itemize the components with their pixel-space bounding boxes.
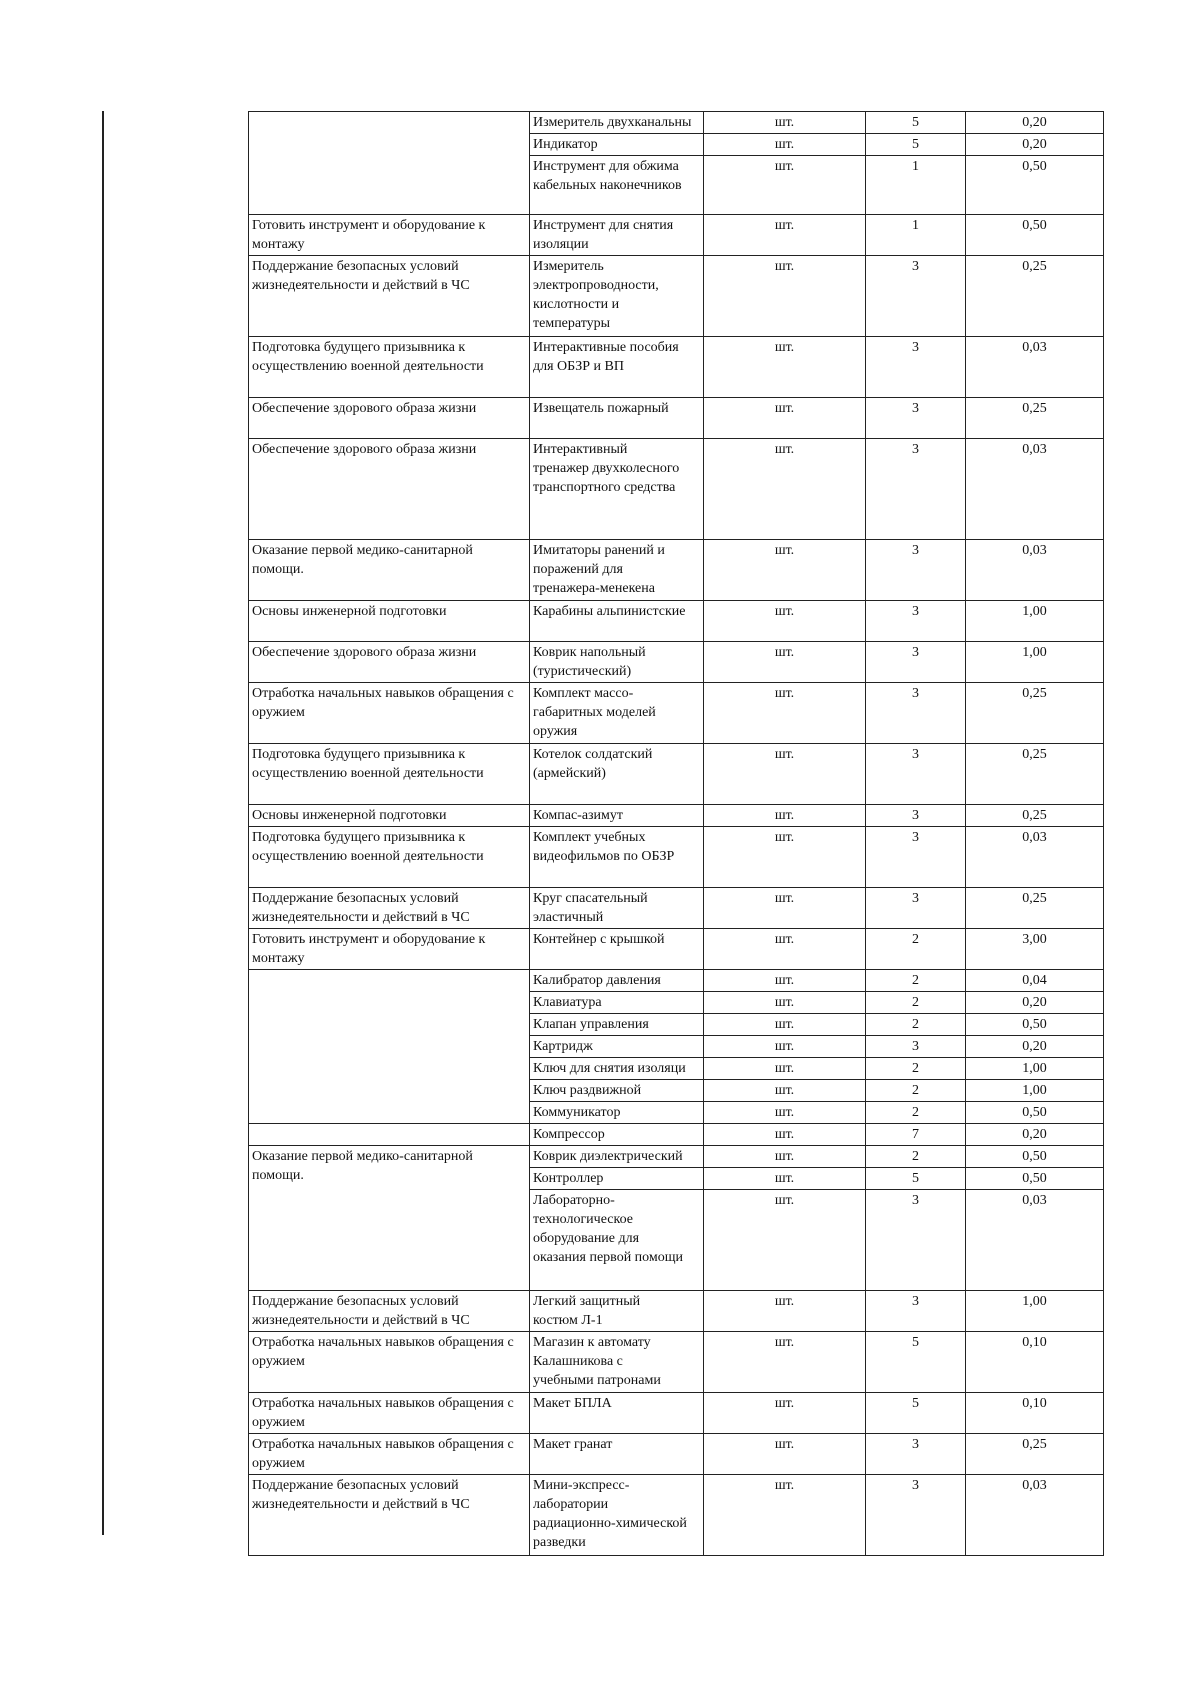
coefficient-cell: 0,03 bbox=[966, 1190, 1104, 1291]
table-row bbox=[249, 215, 1104, 256]
coefficient-cell: 0,04 bbox=[966, 970, 1104, 992]
unit-cell: шт. bbox=[704, 1102, 866, 1124]
activity-cell: Оказание первой медико-санитарной помощи. bbox=[249, 1146, 530, 1291]
unit-cell: шт. bbox=[704, 1014, 866, 1036]
quantity-cell: 5 bbox=[866, 112, 966, 134]
coefficient-cell: 1,00 bbox=[966, 642, 1104, 683]
equipment-name-cell: Комплект массо- габаритных моделей оружия bbox=[530, 683, 704, 744]
activity-cell: Готовить инструмент и оборудование к монтажу bbox=[249, 929, 530, 970]
coefficient-cell: 0,50 bbox=[966, 215, 1104, 256]
quantity-cell: 5 bbox=[866, 1168, 966, 1190]
table-row bbox=[249, 1475, 1104, 1556]
coefficient-cell: 1,00 bbox=[966, 601, 1104, 642]
table-row bbox=[249, 929, 1104, 970]
activity-cell: Обеспечение здорового образа жизни bbox=[249, 398, 530, 439]
activity-cell: Поддержание безопасных условий жизнедеятельности и действий в ЧС bbox=[249, 1475, 530, 1556]
coefficient-cell: 0,25 bbox=[966, 805, 1104, 827]
equipment-name-cell: Лабораторно- технологическое оборудование для оказания первой помощи bbox=[530, 1190, 704, 1291]
quantity-cell: 3 bbox=[866, 827, 966, 888]
activity-cell: Отработка начальных навыков обращения с оружием bbox=[249, 1393, 530, 1434]
equipment-name-cell: Клавиатура bbox=[530, 992, 704, 1014]
activity-cell: Поддержание безопасных условий жизнедеятельности и действий в ЧС bbox=[249, 256, 530, 337]
equipment-name-cell: Картридж bbox=[530, 1036, 704, 1058]
quantity-cell: 2 bbox=[866, 1102, 966, 1124]
unit-cell: шт. bbox=[704, 683, 866, 744]
equipment-name-cell: Мини-экспресс- лаборатории радиационно-химической разведки bbox=[530, 1475, 704, 1556]
coefficient-cell: 1,00 bbox=[966, 1080, 1104, 1102]
unit-cell: шт. bbox=[704, 1058, 866, 1080]
unit-cell: шт. bbox=[704, 1168, 866, 1190]
equipment-name-cell: Интерактивный тренажер двухколесного транспортного средства bbox=[530, 439, 704, 540]
coefficient-cell: 0,20 bbox=[966, 1036, 1104, 1058]
coefficient-cell: 0,10 bbox=[966, 1393, 1104, 1434]
equipment-name-cell: Интерактивные пособия для ОБЗР и ВП bbox=[530, 337, 704, 398]
activity-cell: Поддержание безопасных условий жизнедеятельности и действий в ЧС bbox=[249, 888, 530, 929]
unit-cell: шт. bbox=[704, 992, 866, 1014]
table-row bbox=[249, 1146, 1104, 1168]
unit-cell: шт. bbox=[704, 970, 866, 992]
coefficient-cell: 0,03 bbox=[966, 540, 1104, 601]
quantity-cell: 3 bbox=[866, 1434, 966, 1475]
unit-cell: шт. bbox=[704, 134, 866, 156]
unit-cell: шт. bbox=[704, 156, 866, 215]
quantity-cell: 3 bbox=[866, 642, 966, 683]
unit-cell: шт. bbox=[704, 439, 866, 540]
quantity-cell: 3 bbox=[866, 744, 966, 805]
equipment-name-cell: Котелок солдатский (армейский) bbox=[530, 744, 704, 805]
coefficient-cell: 0,50 bbox=[966, 1146, 1104, 1168]
table-row bbox=[249, 970, 1104, 992]
quantity-cell: 7 bbox=[866, 1124, 966, 1146]
activity-cell bbox=[249, 112, 530, 215]
table-row bbox=[249, 1434, 1104, 1475]
coefficient-cell: 0,20 bbox=[966, 134, 1104, 156]
table-row bbox=[249, 112, 1104, 134]
quantity-cell: 2 bbox=[866, 1080, 966, 1102]
equipment-name-cell: Контроллер bbox=[530, 1168, 704, 1190]
quantity-cell: 3 bbox=[866, 256, 966, 337]
unit-cell: шт. bbox=[704, 1080, 866, 1102]
table-row bbox=[249, 805, 1104, 827]
coefficient-cell: 0,25 bbox=[966, 683, 1104, 744]
coefficient-cell: 0,20 bbox=[966, 112, 1104, 134]
quantity-cell: 2 bbox=[866, 1058, 966, 1080]
quantity-cell: 2 bbox=[866, 929, 966, 970]
quantity-cell: 1 bbox=[866, 215, 966, 256]
equipment-name-cell: Инструмент для снятия изоляции bbox=[530, 215, 704, 256]
equipment-name-cell: Коммуникатор bbox=[530, 1102, 704, 1124]
coefficient-cell: 0,20 bbox=[966, 992, 1104, 1014]
unit-cell: шт. bbox=[704, 540, 866, 601]
table-row bbox=[249, 601, 1104, 642]
table-row bbox=[249, 256, 1104, 337]
activity-cell: Оказание первой медико-санитарной помощи. bbox=[249, 540, 530, 601]
coefficient-cell: 0,50 bbox=[966, 156, 1104, 215]
unit-cell: шт. bbox=[704, 337, 866, 398]
page-margin-rule bbox=[102, 111, 104, 1535]
table-row bbox=[249, 398, 1104, 439]
unit-cell: шт. bbox=[704, 888, 866, 929]
table-row bbox=[249, 439, 1104, 540]
equipment-name-cell: Карабины альпинистские bbox=[530, 601, 704, 642]
unit-cell: шт. bbox=[704, 1124, 866, 1146]
quantity-cell: 3 bbox=[866, 888, 966, 929]
unit-cell: шт. bbox=[704, 1475, 866, 1556]
coefficient-cell: 0,03 bbox=[966, 337, 1104, 398]
quantity-cell: 5 bbox=[866, 134, 966, 156]
activity-cell: Подготовка будущего призывника к осуществлению военной деятельности bbox=[249, 827, 530, 888]
unit-cell: шт. bbox=[704, 827, 866, 888]
activity-cell: Обеспечение здорового образа жизни bbox=[249, 439, 530, 540]
equipment-name-cell: Коврик напольный (туристический) bbox=[530, 642, 704, 683]
unit-cell: шт. bbox=[704, 1291, 866, 1332]
unit-cell: шт. bbox=[704, 112, 866, 134]
quantity-cell: 3 bbox=[866, 601, 966, 642]
table-row bbox=[249, 1124, 1104, 1146]
table-row bbox=[249, 1332, 1104, 1393]
coefficient-cell: 0,10 bbox=[966, 1332, 1104, 1393]
equipment-name-cell: Измеритель двухканальны bbox=[530, 112, 704, 134]
equipment-name-cell: Компрессор bbox=[530, 1124, 704, 1146]
coefficient-cell: 0,25 bbox=[966, 744, 1104, 805]
equipment-table-body bbox=[249, 112, 1104, 1556]
equipment-name-cell: Извещатель пожарный bbox=[530, 398, 704, 439]
unit-cell: шт. bbox=[704, 744, 866, 805]
coefficient-cell: 0,03 bbox=[966, 439, 1104, 540]
coefficient-cell: 0,50 bbox=[966, 1102, 1104, 1124]
table-row bbox=[249, 888, 1104, 929]
equipment-table bbox=[248, 111, 1104, 1556]
activity-cell: Подготовка будущего призывника к осуществлению военной деятельности bbox=[249, 744, 530, 805]
quantity-cell: 5 bbox=[866, 1332, 966, 1393]
table-row bbox=[249, 744, 1104, 805]
activity-cell: Поддержание безопасных условий жизнедеятельности и действий в ЧС bbox=[249, 1291, 530, 1332]
equipment-name-cell: Калибратор давления bbox=[530, 970, 704, 992]
activity-cell: Отработка начальных навыков обращения с оружием bbox=[249, 1434, 530, 1475]
equipment-name-cell: Имитаторы ранений и поражений для тренажера-менекена bbox=[530, 540, 704, 601]
coefficient-cell: 1,00 bbox=[966, 1291, 1104, 1332]
quantity-cell: 1 bbox=[866, 156, 966, 215]
coefficient-cell: 0,03 bbox=[966, 1475, 1104, 1556]
activity-cell: Основы инженерной подготовки bbox=[249, 805, 530, 827]
activity-cell: Основы инженерной подготовки bbox=[249, 601, 530, 642]
unit-cell: шт. bbox=[704, 1434, 866, 1475]
coefficient-cell: 0,25 bbox=[966, 398, 1104, 439]
coefficient-cell: 0,25 bbox=[966, 1434, 1104, 1475]
coefficient-cell: 1,00 bbox=[966, 1058, 1104, 1080]
quantity-cell: 2 bbox=[866, 1146, 966, 1168]
table-row bbox=[249, 683, 1104, 744]
quantity-cell: 2 bbox=[866, 970, 966, 992]
equipment-name-cell: Круг спасательный эластичный bbox=[530, 888, 704, 929]
equipment-name-cell: Контейнер с крышкой bbox=[530, 929, 704, 970]
quantity-cell: 3 bbox=[866, 1291, 966, 1332]
table-row bbox=[249, 540, 1104, 601]
table-row bbox=[249, 1393, 1104, 1434]
equipment-name-cell: Компас-азимут bbox=[530, 805, 704, 827]
unit-cell: шт. bbox=[704, 1332, 866, 1393]
quantity-cell: 2 bbox=[866, 992, 966, 1014]
equipment-name-cell: Ключ раздвижной bbox=[530, 1080, 704, 1102]
coefficient-cell: 0,50 bbox=[966, 1168, 1104, 1190]
quantity-cell: 3 bbox=[866, 1475, 966, 1556]
unit-cell: шт. bbox=[704, 601, 866, 642]
unit-cell: шт. bbox=[704, 1393, 866, 1434]
equipment-name-cell: Магазин к автомату Калашникова с учебными патронами bbox=[530, 1332, 704, 1393]
coefficient-cell: 0,50 bbox=[966, 1014, 1104, 1036]
equipment-name-cell: Клапан управления bbox=[530, 1014, 704, 1036]
quantity-cell: 5 bbox=[866, 1393, 966, 1434]
table-row bbox=[249, 337, 1104, 398]
coefficient-cell: 0,25 bbox=[966, 256, 1104, 337]
activity-cell bbox=[249, 970, 530, 1124]
quantity-cell: 3 bbox=[866, 805, 966, 827]
coefficient-cell: 0,20 bbox=[966, 1124, 1104, 1146]
equipment-name-cell: Легкий защитный костюм Л-1 bbox=[530, 1291, 704, 1332]
coefficient-cell: 0,25 bbox=[966, 888, 1104, 929]
equipment-name-cell: Индикатор bbox=[530, 134, 704, 156]
equipment-name-cell: Коврик диэлектрический bbox=[530, 1146, 704, 1168]
activity-cell: Отработка начальных навыков обращения с оружием bbox=[249, 683, 530, 744]
equipment-name-cell: Макет гранат bbox=[530, 1434, 704, 1475]
unit-cell: шт. bbox=[704, 805, 866, 827]
coefficient-cell: 3,00 bbox=[966, 929, 1104, 970]
activity-cell: Готовить инструмент и оборудование к монтажу bbox=[249, 215, 530, 256]
quantity-cell: 3 bbox=[866, 683, 966, 744]
equipment-name-cell: Макет БПЛА bbox=[530, 1393, 704, 1434]
activity-cell bbox=[249, 1124, 530, 1146]
unit-cell: шт. bbox=[704, 642, 866, 683]
quantity-cell: 3 bbox=[866, 1036, 966, 1058]
table-row bbox=[249, 1291, 1104, 1332]
unit-cell: шт. bbox=[704, 215, 866, 256]
quantity-cell: 3 bbox=[866, 439, 966, 540]
activity-cell: Подготовка будущего призывника к осуществлению военной деятельности bbox=[249, 337, 530, 398]
unit-cell: шт. bbox=[704, 398, 866, 439]
quantity-cell: 3 bbox=[866, 398, 966, 439]
unit-cell: шт. bbox=[704, 1190, 866, 1291]
table-row bbox=[249, 827, 1104, 888]
unit-cell: шт. bbox=[704, 256, 866, 337]
activity-cell: Отработка начальных навыков обращения с оружием bbox=[249, 1332, 530, 1393]
equipment-name-cell: Измеритель электропроводности, кислотности и температуры bbox=[530, 256, 704, 337]
quantity-cell: 3 bbox=[866, 540, 966, 601]
quantity-cell: 3 bbox=[866, 1190, 966, 1291]
table-row bbox=[249, 642, 1104, 683]
quantity-cell: 2 bbox=[866, 1014, 966, 1036]
unit-cell: шт. bbox=[704, 1146, 866, 1168]
equipment-name-cell: Ключ для снятия изоляци bbox=[530, 1058, 704, 1080]
quantity-cell: 3 bbox=[866, 337, 966, 398]
equipment-name-cell: Инструмент для обжима кабельных наконечников bbox=[530, 156, 704, 215]
unit-cell: шт. bbox=[704, 1036, 866, 1058]
equipment-name-cell: Комплект учебных видеофильмов по ОБЗР bbox=[530, 827, 704, 888]
activity-cell: Обеспечение здорового образа жизни bbox=[249, 642, 530, 683]
coefficient-cell: 0,03 bbox=[966, 827, 1104, 888]
unit-cell: шт. bbox=[704, 929, 866, 970]
